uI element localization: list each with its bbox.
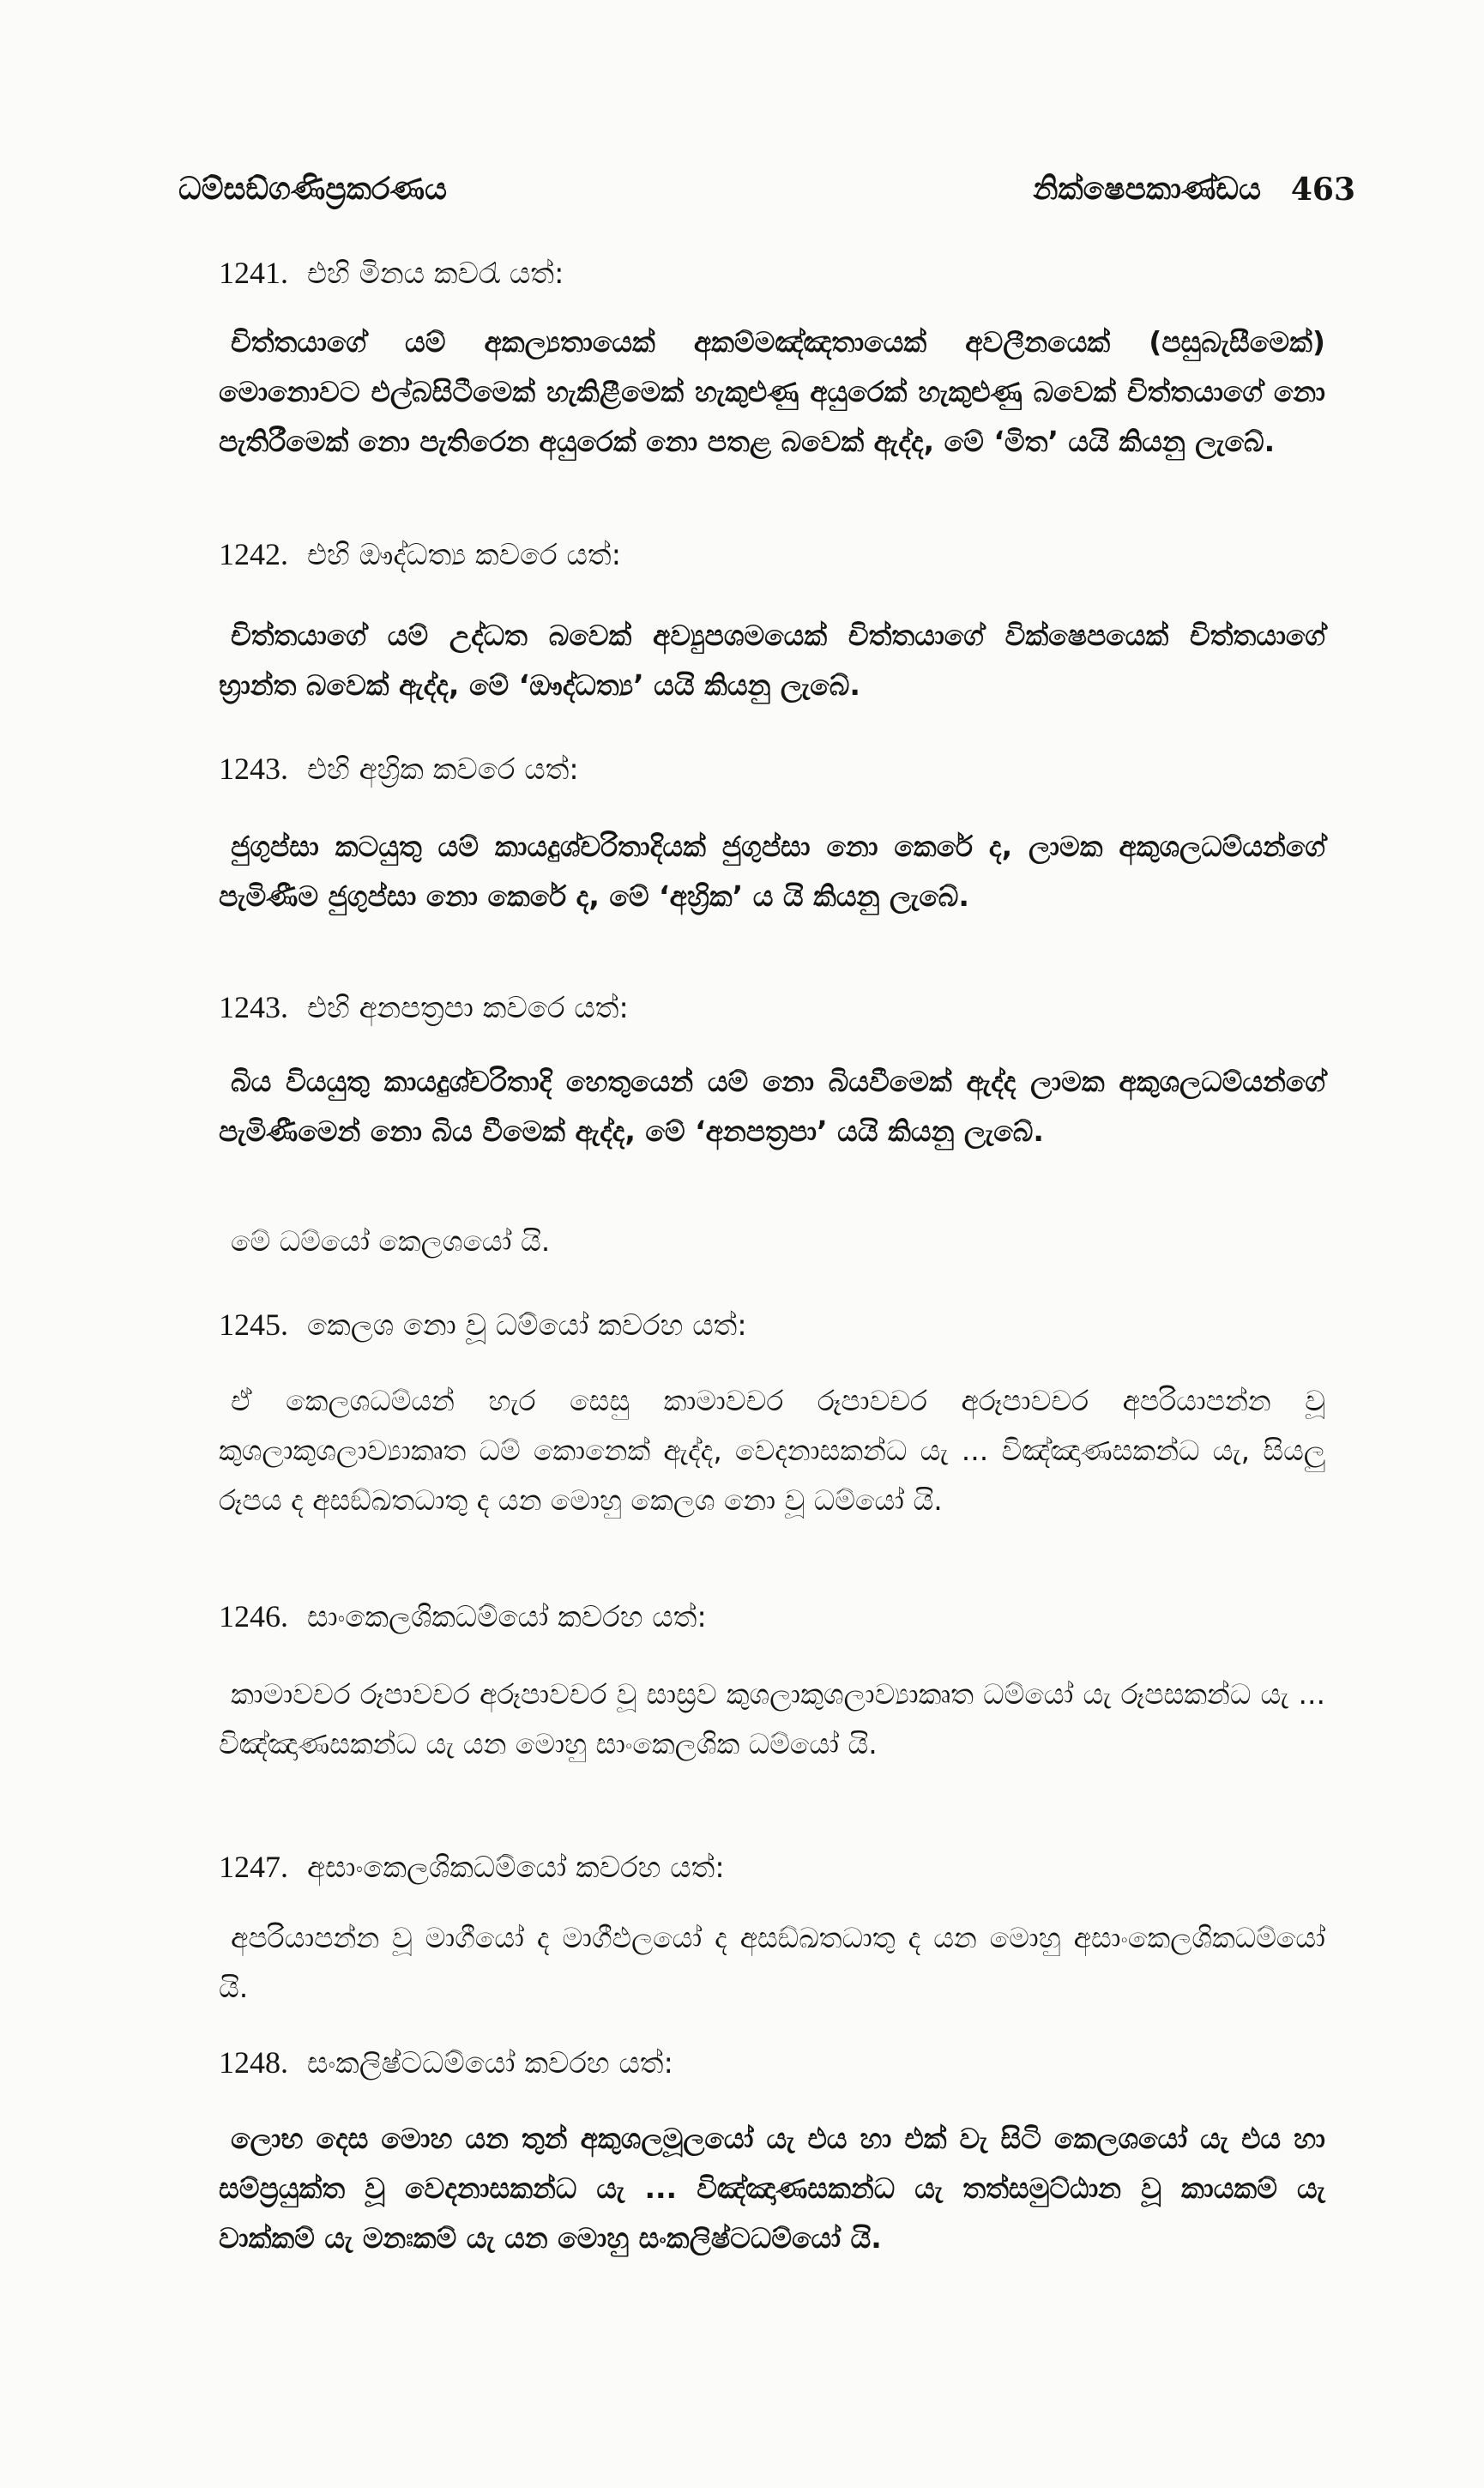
- section-heading-1247: [219, 1846, 725, 1888]
- section-question: එහි ඖද්ධත්‍ය කවරෙ යත්:: [307, 538, 622, 572]
- section-heading-1246: [219, 1596, 707, 1638]
- section-heading-1245: [219, 1304, 747, 1346]
- section-question: අසාංකෙලශිකධම්යෝ කවරහ යත්:: [307, 1851, 725, 1885]
- section-heading-1243: [219, 748, 579, 790]
- section-heading-1243b: [219, 987, 629, 1029]
- section-number: 1245.: [219, 1307, 288, 1342]
- section-heading-1242: [219, 534, 621, 576]
- section-number: 1243.: [219, 990, 288, 1024]
- section-paragraph: බිය වියයුතු කායදුශ්චරිතාදි හෙතුයෙන් යම් නො බියවීමෙක් ඇද්ද ලාමක අකුශලධම්යන්ගේ පැමිණීමෙන් නො බිය වීමෙක් ඇද්ද, මේ ‘අනපත්‍රපා’ යයි කියනු ලැබේ.: [219, 1065, 1325, 1148]
- page-body: [219, 0, 1325, 2488]
- section-paragraph: චිත්තයාගේ යම් අකල්‍යතායෙක් අකම්මඤ්ඤතායෙක් අවලීනයෙක් (පසුබැසීමෙක්) මොනොවට එල්බසිටීමෙක් හැකිළීමෙක් හැකුළුණු අයුරෙක් හැකුළුණු බවෙක් චිත්තයාගේ නො පැතිරීමෙක් නො පැතිරෙන අයුරෙක් නො පතළ බවෙක් ඇද්ද, මේ ‘මිත’ යයි කියනු ලැබේ.: [219, 325, 1325, 458]
- section-paragraph: ඒ කෙලශධම්යන් හැර සෙසු කාමාවචර රූපාවචර අරූපාවචර අපරියාපන්න වූ කුශලාකුශලාව්‍යාකෘත ධම් කොනෙක් ඇද්ද, වෙදනාසකන්ධ යැ ... විඤ්ඤාණසකන්ධ යැ, සියලු රූපය ද අසඞ්ඛතධාතු ද යන මොහු කෙලශ නො වූ ධම්යෝ යි.: [219, 1384, 1325, 1517]
- section-paragraph: ජුගුප්සා කටයුතු යම් කායදුශ්චරිතාදියක් ජුගුප්සා නො කෙරේ ද, ලාමක අකුශලධම්යන්ගේ පැමිණීම ජුගුප්සා නො කෙරේ ද, මේ ‘අහ්‍රික’ ය යි කියනු ලැබේ.: [219, 830, 1325, 913]
- chapter-title: නික්ෂෙපකාණ්ඩය: [1033, 172, 1261, 207]
- book-title: ධම්සඞ්ගණිප්‍රකරණය: [178, 172, 447, 207]
- section-paragraph: චිත්තයාගේ යම් උද්ධත බවෙක් අව්‍යුපශමයෙක් චිත්තයාගේ වික්ෂෙපයෙක් චිත්තයාගේ භ්‍රාන්ත බවෙක් ඇද්ද, මේ ‘ඖද්ධත්‍ය’ යයි කියනු ලැබේ.: [219, 619, 1325, 702]
- section-number: 1241.: [219, 256, 288, 290]
- section-question: සංකලිෂ්ටධම්යෝ කවරහ යත්:: [307, 2046, 673, 2080]
- section-question: එහි අනපත්‍රපා කවරෙ යත්:: [307, 991, 629, 1025]
- section-question: එහි අහ්‍රික කවරෙ යත්:: [307, 752, 579, 787]
- section-paragraph: කාමාවචර රූපාවචර අරූපාවචර වූ සාස්‍රව කුශලාකුශලාව්‍යාකෘත ධම්යෝ යැ රූපසකන්ධ යැ ... විඤ්ඤාණසකන්ධ යැ යන මොහු සාංකෙලශික ධම්යෝ යි.: [219, 1677, 1325, 1760]
- section-question: සාංකෙලශිකධම්යෝ කවරහ යත්:: [307, 1600, 707, 1634]
- section-paragraph: මේ ධම්යෝ කෙලශයෝ යි.: [231, 1224, 551, 1258]
- section-number: 1242.: [219, 537, 288, 571]
- section-question: එහි මිනය කවරැ යත්:: [307, 257, 564, 291]
- section-heading-1248: [219, 2042, 673, 2084]
- section-number: 1247.: [219, 1850, 288, 1884]
- page-number: 463: [1290, 172, 1355, 208]
- section-heading-1241: [219, 252, 564, 294]
- section-paragraph: ලොභ දෙස මොහ යන තුන් අකුශලමූලයෝ යැ එය හා එක් වැ සිටි කෙලශයෝ යැ එය හා සම්ප්‍රයුක්ත වූ වෙදනාසකන්ධ යැ ... විඤ්ඤාණසකන්ධ යැ තත්සමුට්ඨාන වූ කායකම් යැ වාක්කම් යැ මනඃකම් යැ යන මොහු සංකලිෂ්ටධම්යෝ යි.: [219, 2122, 1325, 2255]
- section-number: 1246.: [219, 1599, 288, 1634]
- section-question: කෙලශ නො වූ ධම්යෝ කවරහ යත්:: [307, 1308, 747, 1343]
- section-paragraph: අපරියාපන්න වූ මාගීයෝ ද මාගීඵලයෝ ද අසඞ්ඛතධාතු ද යන මොහු අසාංකෙලශිකධම්යෝ යි.: [219, 1921, 1325, 2004]
- section-number: 1248.: [219, 2045, 288, 2080]
- section-number: 1243.: [219, 752, 288, 786]
